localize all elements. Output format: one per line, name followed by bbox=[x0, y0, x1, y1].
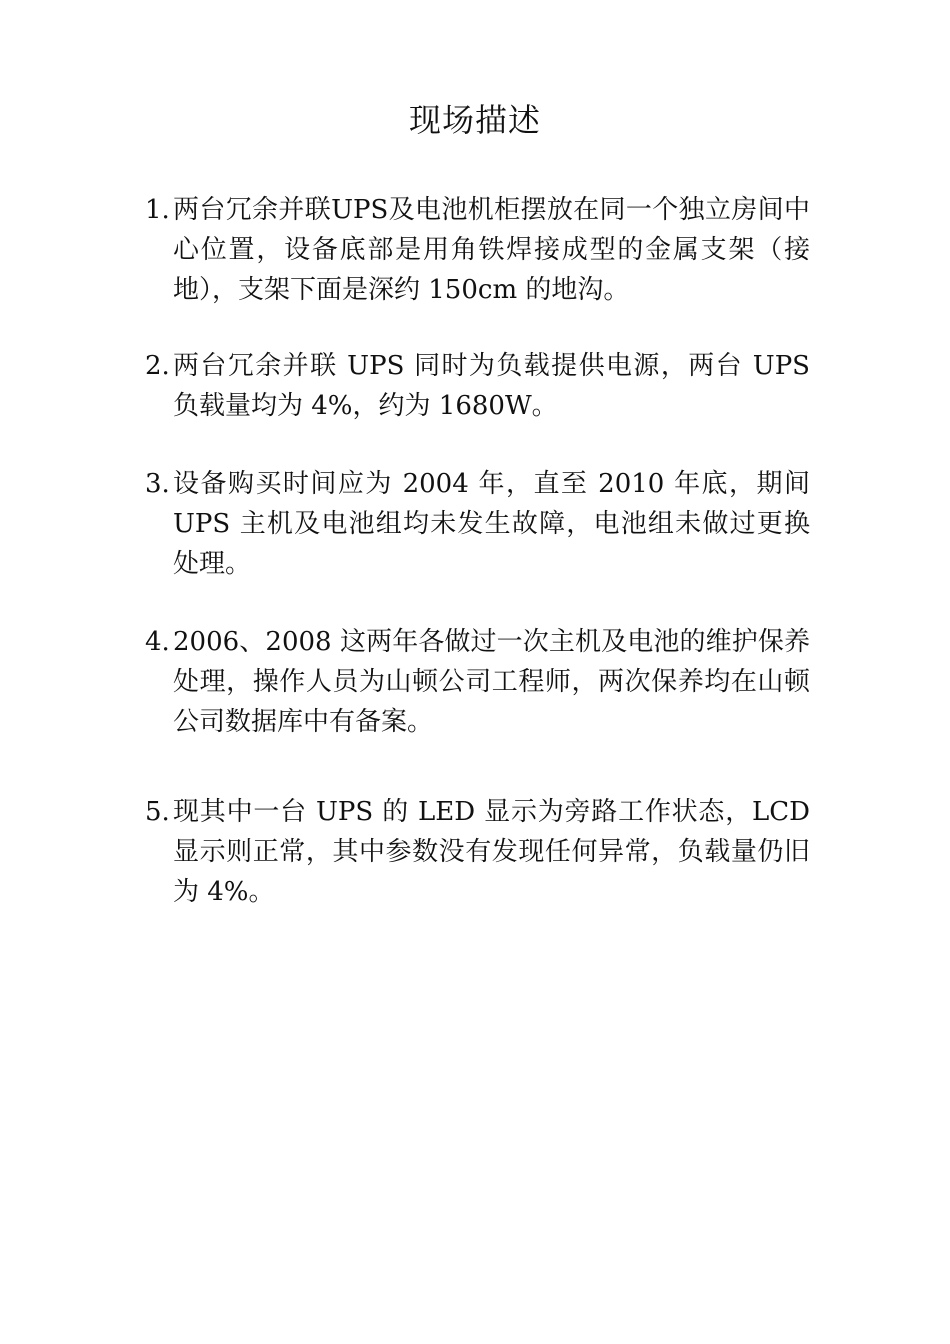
list-item bbox=[145, 792, 810, 912]
item-number: 4. bbox=[145, 627, 170, 657]
item-number: 5. bbox=[145, 797, 170, 827]
page-title: 现场描述 bbox=[408, 101, 541, 139]
item-text: 现其中一台 UPS 的 LED 显示为旁路工作状态，LCD 显示则正常，其中参数没有发现任何异常，负载量仍旧为 4%。 bbox=[173, 797, 810, 907]
item-text: 2006、2008 这两年各做过一次主机及电池的维护保养处理，操作人员为山顿公司工程师，两次保养均在山顿公司数据库中有备案。 bbox=[173, 627, 810, 737]
item-number: 2. bbox=[145, 351, 170, 381]
description-list bbox=[145, 190, 810, 912]
list-item bbox=[145, 190, 810, 310]
list-item bbox=[145, 622, 810, 742]
item-number: 1. bbox=[145, 195, 170, 225]
item-text: 两台冗余并联 UPS 同时为负载提供电源，两台 UPS 负载量均为 4%，约为 1680W。 bbox=[173, 351, 810, 421]
item-text: 设备购买时间应为 2004 年，直至 2010 年底，期间 UPS 主机及电池组均未发生故障，电池组未做过更换处理。 bbox=[173, 469, 810, 579]
item-number: 3. bbox=[145, 469, 170, 499]
list-item bbox=[145, 464, 810, 584]
list-item bbox=[145, 346, 810, 426]
item-text: 两台冗余并联UPS及电池机柜摆放在同一个独立房间中心位置，设备底部是用角铁焊接成型的金属支架（接地），支架下面是深约 150cm 的地沟。 bbox=[173, 195, 810, 305]
